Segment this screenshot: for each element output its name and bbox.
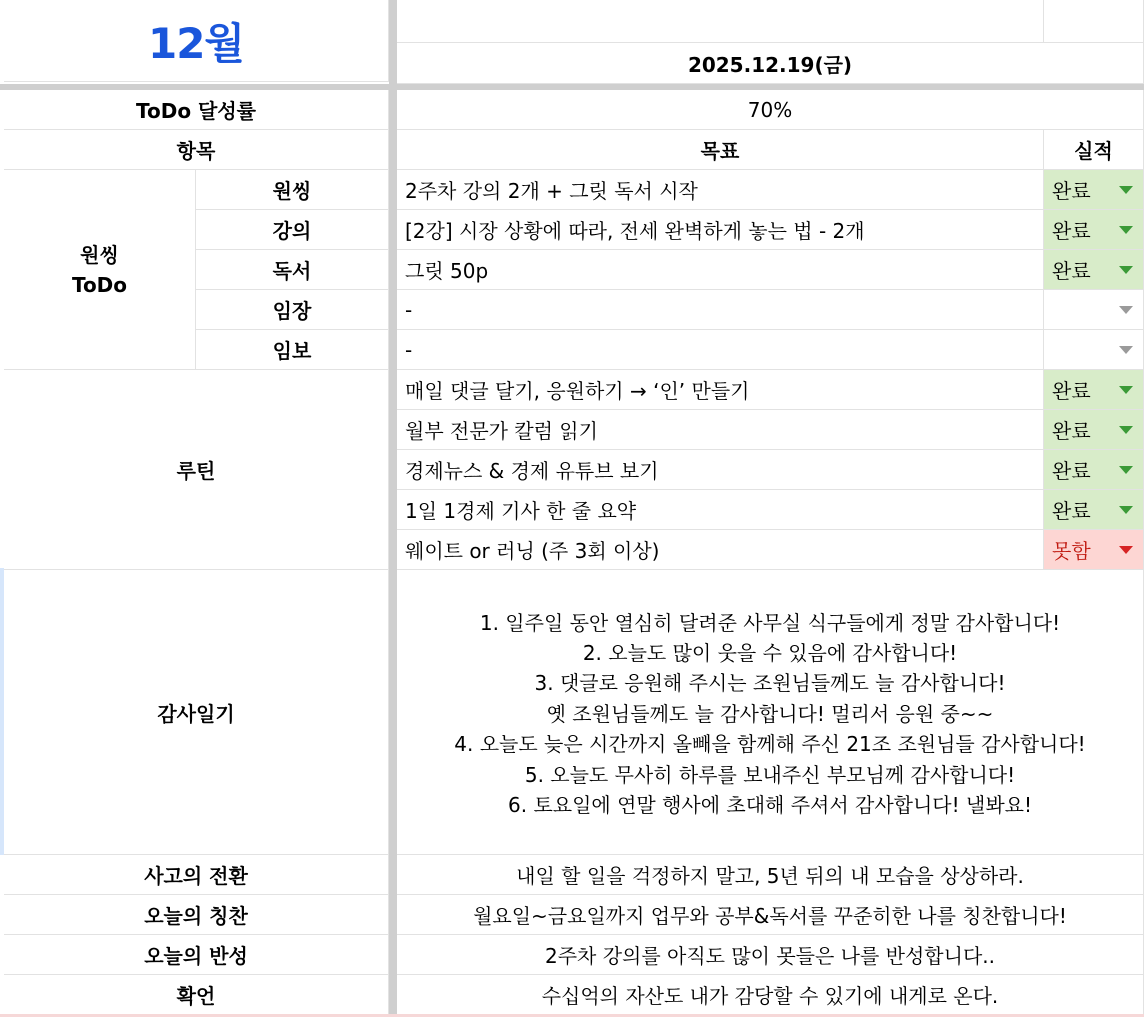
dropdown-arrow-icon[interactable] xyxy=(1119,306,1133,314)
affirmation-label-cell[interactable] xyxy=(4,975,389,1015)
dropdown-arrow-icon[interactable] xyxy=(1119,466,1133,474)
goal-text: 1일 1경제 기사 한 줄 요약 xyxy=(405,499,637,523)
footer-text: 월요일~금요일까지 업무와 공부&독서를 꾸준히한 나를 칭찬합니다! xyxy=(473,904,1067,928)
status-dropdown[interactable] xyxy=(1044,530,1144,570)
status-dropdown[interactable] xyxy=(1044,290,1144,330)
result-header: 실적 xyxy=(1074,139,1113,163)
goal-cell[interactable] xyxy=(397,210,1044,250)
category-label: 원씽 xyxy=(272,179,312,203)
dropdown-arrow-icon[interactable] xyxy=(1119,226,1133,234)
dropdown-arrow-icon[interactable] xyxy=(1119,266,1133,274)
date-text: 2025.12.19(금) xyxy=(687,52,853,77)
achievement-value-cell[interactable] xyxy=(397,90,1144,130)
goal-text: 월부 전문가 칼럼 읽기 xyxy=(405,419,598,443)
status-dropdown[interactable] xyxy=(1044,410,1144,450)
gratitude-line: 5. 오늘도 무사히 하루를 보내주신 부모님께 감사합니다! xyxy=(524,762,1016,787)
gratitude-line: 4. 오늘도 늦은 시간까지 올빼을 함께해 주신 21조 조원님들 감사합니다! xyxy=(454,732,1086,757)
goal-text: 2주차 강의 2개 + 그릿 독서 시작 xyxy=(405,179,698,203)
gratitude-line: 2. 오늘도 많이 웃을 수 있음에 감사합니다! xyxy=(582,640,958,665)
mindset-label-cell[interactable] xyxy=(4,855,389,895)
status-dropdown[interactable] xyxy=(1044,250,1144,290)
goal-text: 경제뉴스 & 경제 유튜브 보기 xyxy=(405,459,659,483)
goal-header: 목표 xyxy=(700,139,740,163)
gratitude-line: 3. 댓글로 응원해 주시는 조원님들께도 늘 감사합니다! xyxy=(534,671,1006,696)
status-value: 완료 xyxy=(1052,259,1091,283)
status-value: 완료 xyxy=(1052,179,1091,203)
goal-text: - xyxy=(405,337,413,362)
category-label: 강의 xyxy=(272,219,312,243)
status-value: 완료 xyxy=(1052,459,1091,483)
status-dropdown[interactable] xyxy=(1044,450,1144,490)
date-cell[interactable] xyxy=(397,43,1144,84)
goal-cell[interactable] xyxy=(397,250,1044,290)
category-label: 임장 xyxy=(272,299,312,323)
goal-header-cell[interactable] xyxy=(397,130,1044,170)
dropdown-arrow-icon[interactable] xyxy=(1119,426,1133,434)
category-label: 임보 xyxy=(272,339,312,363)
dropdown-arrow-icon[interactable] xyxy=(1119,506,1133,514)
category-cell[interactable] xyxy=(196,210,389,250)
footer-text: 내일 할 일을 걱정하지 말고, 5년 뒤의 내 모습을 상상하라. xyxy=(516,864,1024,888)
status-dropdown[interactable] xyxy=(1044,210,1144,250)
month-cell[interactable] xyxy=(4,0,389,82)
achievement-value: 70% xyxy=(747,97,793,122)
status-value: 못함 xyxy=(1052,539,1091,563)
goal-text: 웨이트 or 러닝 (주 3회 이상) xyxy=(405,539,660,563)
frozen-column-divider[interactable] xyxy=(389,0,397,1017)
dropdown-arrow-icon[interactable] xyxy=(1119,386,1133,394)
category-cell[interactable] xyxy=(196,170,389,210)
month-title: 12월 xyxy=(147,18,245,68)
todo-group-label-line1: 원씽 xyxy=(80,242,119,267)
status-dropdown[interactable] xyxy=(1044,370,1144,410)
gratitude-line: 1. 일주일 동안 열심히 달려준 사무실 식구들에게 정말 감사합니다! xyxy=(479,610,1061,635)
goal-cell[interactable] xyxy=(397,530,1044,570)
reflection-label-cell[interactable] xyxy=(4,935,389,975)
footer-label: 확언 xyxy=(176,984,216,1008)
result-header-cell[interactable] xyxy=(1044,130,1144,170)
header-empty-cell[interactable] xyxy=(397,0,1044,43)
category-cell[interactable] xyxy=(196,290,389,330)
category-cell[interactable] xyxy=(196,250,389,290)
goal-cell[interactable] xyxy=(397,450,1044,490)
goal-text: [2강] 시장 상황에 따라, 전세 완벽하게 놓는 법 - 2개 xyxy=(405,219,865,243)
status-dropdown[interactable] xyxy=(1044,330,1144,370)
category-cell[interactable] xyxy=(196,330,389,370)
mindset-text-cell[interactable] xyxy=(397,855,1144,895)
goal-cell[interactable] xyxy=(397,490,1044,530)
dropdown-arrow-icon[interactable] xyxy=(1119,186,1133,194)
header-empty-cell-right[interactable] xyxy=(1044,0,1144,43)
status-dropdown[interactable] xyxy=(1044,170,1144,210)
goal-text: - xyxy=(405,297,413,322)
goal-cell[interactable] xyxy=(397,290,1044,330)
footer-text: 2주차 강의를 아직도 많이 못들은 나를 반성합니다.. xyxy=(545,944,995,968)
status-value: 완료 xyxy=(1052,499,1091,523)
footer-label: 오늘의 반성 xyxy=(144,944,248,968)
gratitude-line: 6. 토요일에 연말 행사에 초대해 주셔서 감사합니다! 낼봐요! xyxy=(508,793,1032,818)
achievement-label: ToDo 달성률 xyxy=(136,99,256,123)
status-value: 완료 xyxy=(1052,219,1091,243)
frozen-row-divider[interactable] xyxy=(0,84,1144,90)
status-value: 완료 xyxy=(1052,419,1091,443)
dropdown-arrow-icon[interactable] xyxy=(1119,346,1133,354)
item-header-cell[interactable] xyxy=(4,130,389,170)
category-label: 독서 xyxy=(272,259,312,283)
todo-group-cell[interactable] xyxy=(4,170,196,370)
footer-label: 오늘의 칭찬 xyxy=(144,904,248,928)
affirmation-text-cell[interactable] xyxy=(397,975,1144,1015)
goal-text: 그릿 50p xyxy=(405,259,489,283)
goal-cell[interactable] xyxy=(397,170,1044,210)
gratitude-content-cell[interactable] xyxy=(397,570,1144,855)
gratitude-line: 옛 조원님들께도 늘 감사합니다! 멀리서 응원 중~~ xyxy=(546,701,994,726)
dropdown-arrow-icon[interactable] xyxy=(1119,546,1133,554)
praise-label-cell[interactable] xyxy=(4,895,389,935)
item-header: 항목 xyxy=(176,139,216,163)
goal-cell[interactable] xyxy=(397,410,1044,450)
footer-label: 사고의 전환 xyxy=(144,864,248,888)
goal-text: 매일 댓글 달기, 응원하기 → ‘인’ 만들기 xyxy=(405,379,750,403)
footer-text: 수십억의 자산도 내가 감당할 수 있기에 내게로 온다. xyxy=(541,984,999,1008)
goal-cell[interactable] xyxy=(397,370,1044,410)
reflection-text-cell[interactable] xyxy=(397,935,1144,975)
gratitude-label-cell[interactable] xyxy=(4,570,389,855)
routine-group-label: 루틴 xyxy=(176,459,216,483)
status-value: 완료 xyxy=(1052,379,1091,403)
gratitude-label: 감사일기 xyxy=(157,701,235,726)
todo-group-label-line2: ToDo xyxy=(71,272,128,297)
achievement-label-cell[interactable] xyxy=(4,90,389,130)
routine-group-cell[interactable] xyxy=(4,370,389,570)
praise-text-cell[interactable] xyxy=(397,895,1144,935)
goal-cell[interactable] xyxy=(397,330,1044,370)
status-dropdown[interactable] xyxy=(1044,490,1144,530)
